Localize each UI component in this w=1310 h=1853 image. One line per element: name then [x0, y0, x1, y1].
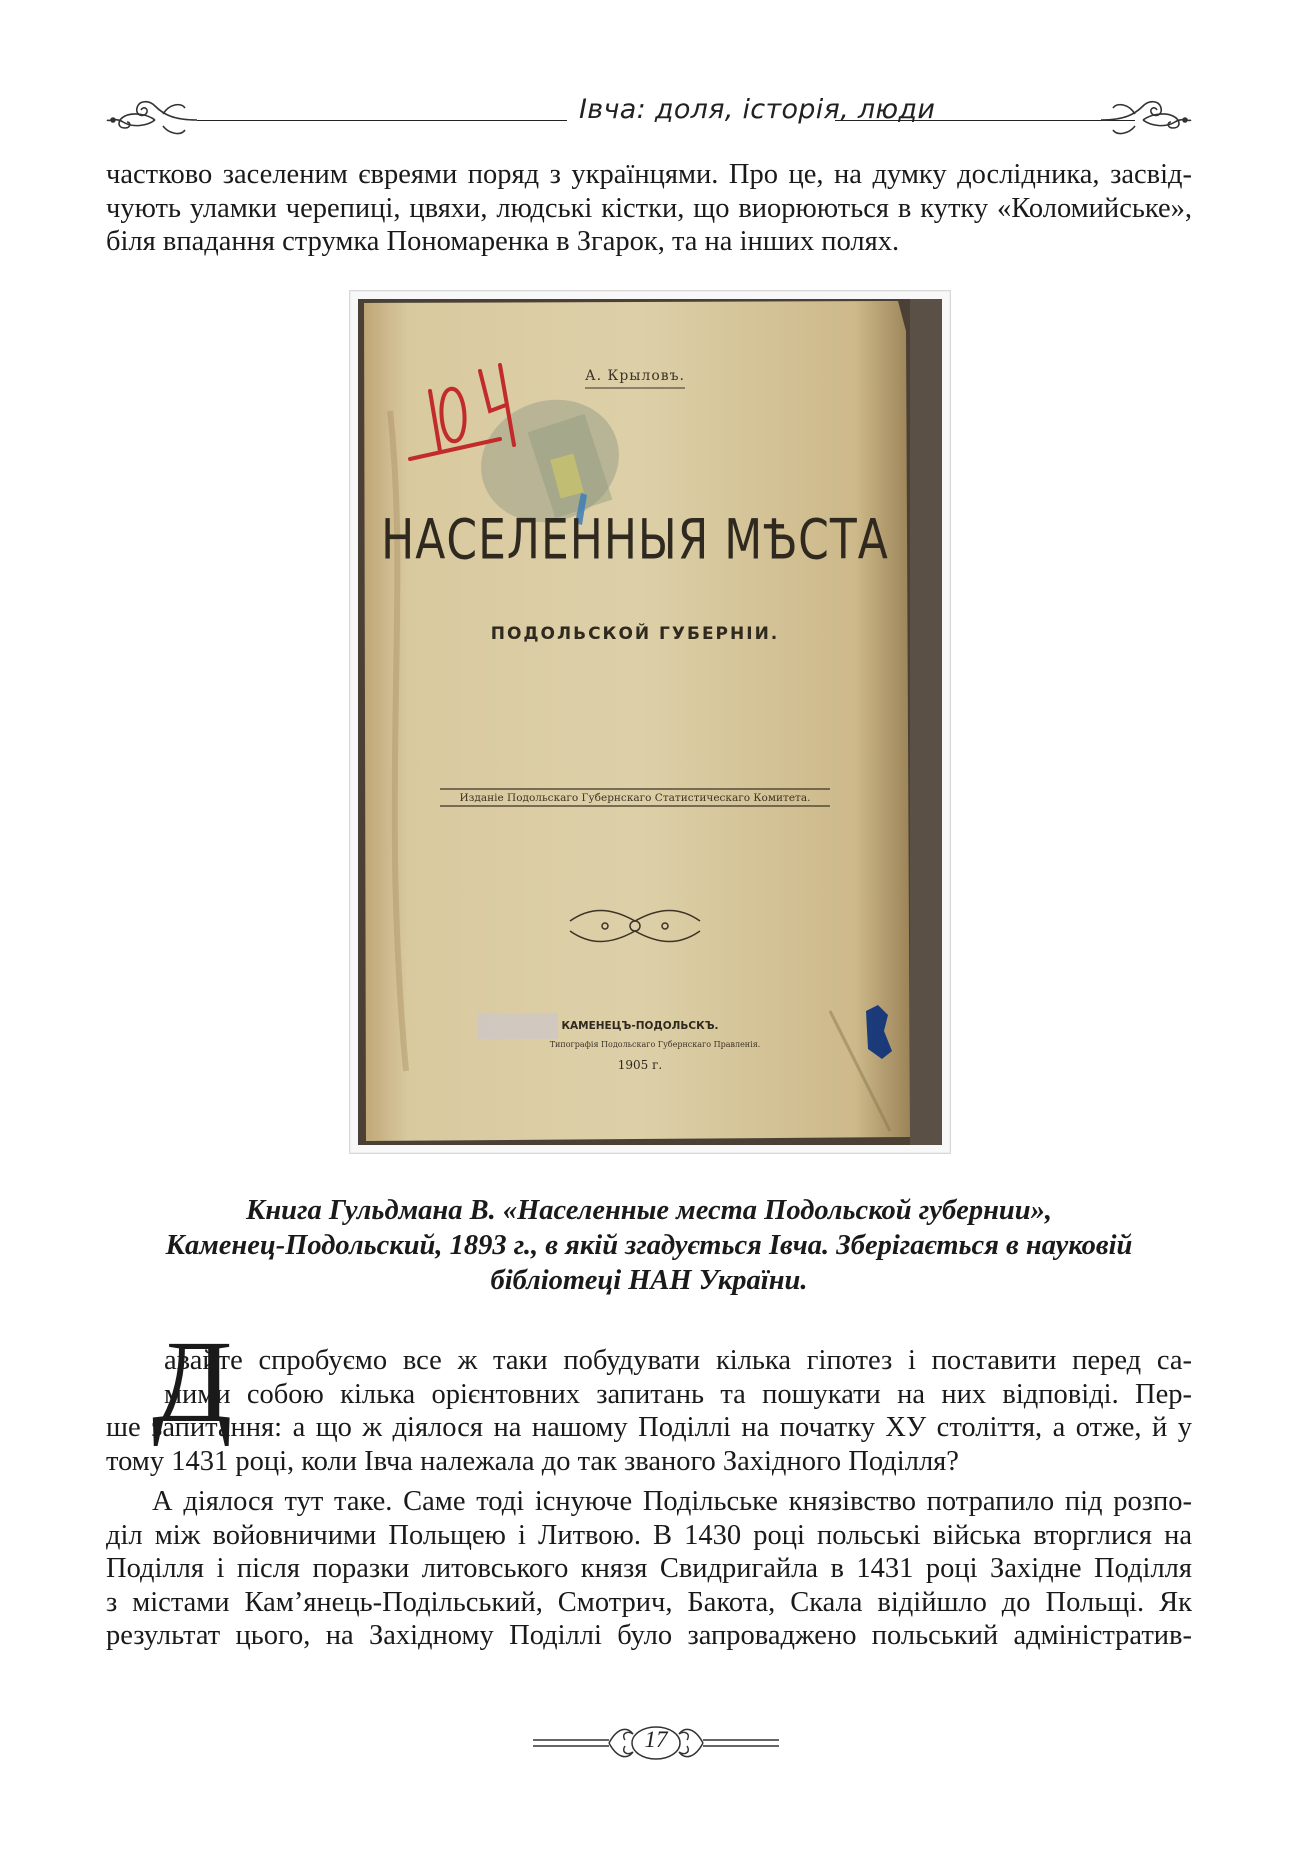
left-flourish-ornament-icon	[103, 92, 199, 140]
second-paragraph	[106, 1485, 1192, 1653]
text-line: діл між войовничими Польщею і Литвою. В 1430 році польські війська вторглися на	[106, 1519, 1192, 1551]
caption-line: Книга Гульдмана В. «Населенные места Подольской губернии»,	[246, 1195, 1052, 1226]
drop-cap: Д	[152, 1316, 233, 1447]
text-line: з містами Кам’янець-Подільський, Смотрич, Бакота, Скала відійшло до Польщі. Як	[106, 1586, 1192, 1618]
intro-paragraph	[106, 158, 1192, 259]
main-paragraph	[106, 1344, 1192, 1478]
caption-line: бібліотеці НАН України.	[490, 1265, 808, 1296]
header-rule-left	[197, 120, 567, 121]
page-number: 17	[644, 1727, 668, 1752]
text-line: авайте спробуємо все ж таки побудувати кілька гіпотез і поставити перед са-	[164, 1345, 1192, 1376]
imprint-city: КАМЕНЕЦЪ-ПОДОЛЬСКЪ.	[561, 1020, 719, 1032]
text-line: результат цього, на Західному Поділлі було запроваджено польський адміністратив-	[106, 1620, 1192, 1651]
text-line: чують уламки черепиці, цвяхи, людські кістки, що виорюються в кутку «Коломийське»,	[106, 192, 1192, 224]
book-subtitle: ПОДОЛЬСКОЙ ГУБЕРНІИ.	[490, 624, 780, 644]
text-line: тому 1431 році, коли Івча належала до так званого Західного Поділля?	[106, 1445, 959, 1477]
photo-caption	[106, 1193, 1192, 1298]
book-title-page-image	[350, 291, 950, 1153]
imprint-printing-house: Типографія Подольскаго Губернскаго Правленія.	[549, 1040, 761, 1049]
header-rule-right	[835, 120, 1135, 121]
running-title: Івча: доля, історія, люди	[579, 94, 936, 125]
publisher-line: Изданіе Подольскаго Губернскаго Статистическаго Комитета.	[459, 792, 811, 804]
book-author: А. Крыловъ.	[584, 368, 686, 384]
running-header	[103, 92, 1195, 140]
text-line: біля впадання струмка Пономаренка в Згарок, та на інших полях.	[106, 226, 900, 257]
text-line: А діялося тут таке. Саме тоді існуюче Подільське князівство потрапило під розпо-	[152, 1486, 1192, 1517]
page-footer	[533, 1720, 779, 1766]
imprint-year: 1905 г.	[617, 1058, 663, 1072]
text-line: частково заселеним євреями поряд з українцями. Про це, на думку дослідника, засвід-	[106, 159, 1192, 190]
text-line: Поділля і після поразки литовського князя Свидригайла в 1431 році Західне Поділля	[106, 1553, 1192, 1584]
right-flourish-ornament-icon	[1099, 92, 1195, 140]
text-line: мими собою кілька орієнтовних запитань та пошукати на них відповіді. Пер-	[164, 1378, 1192, 1410]
book-photo	[349, 290, 951, 1154]
caption-line: Каменец-Подольский, 1893 г., в якій згадується Івча. Зберігається в науковій	[165, 1230, 1133, 1261]
book-title: НАСЕЛЕННЫЯ МѢСТА	[381, 507, 889, 572]
text-line: ше запитання: а що ж діялося на нашому Поділлі на початку ХУ століття, а отже, й у	[106, 1412, 1192, 1443]
